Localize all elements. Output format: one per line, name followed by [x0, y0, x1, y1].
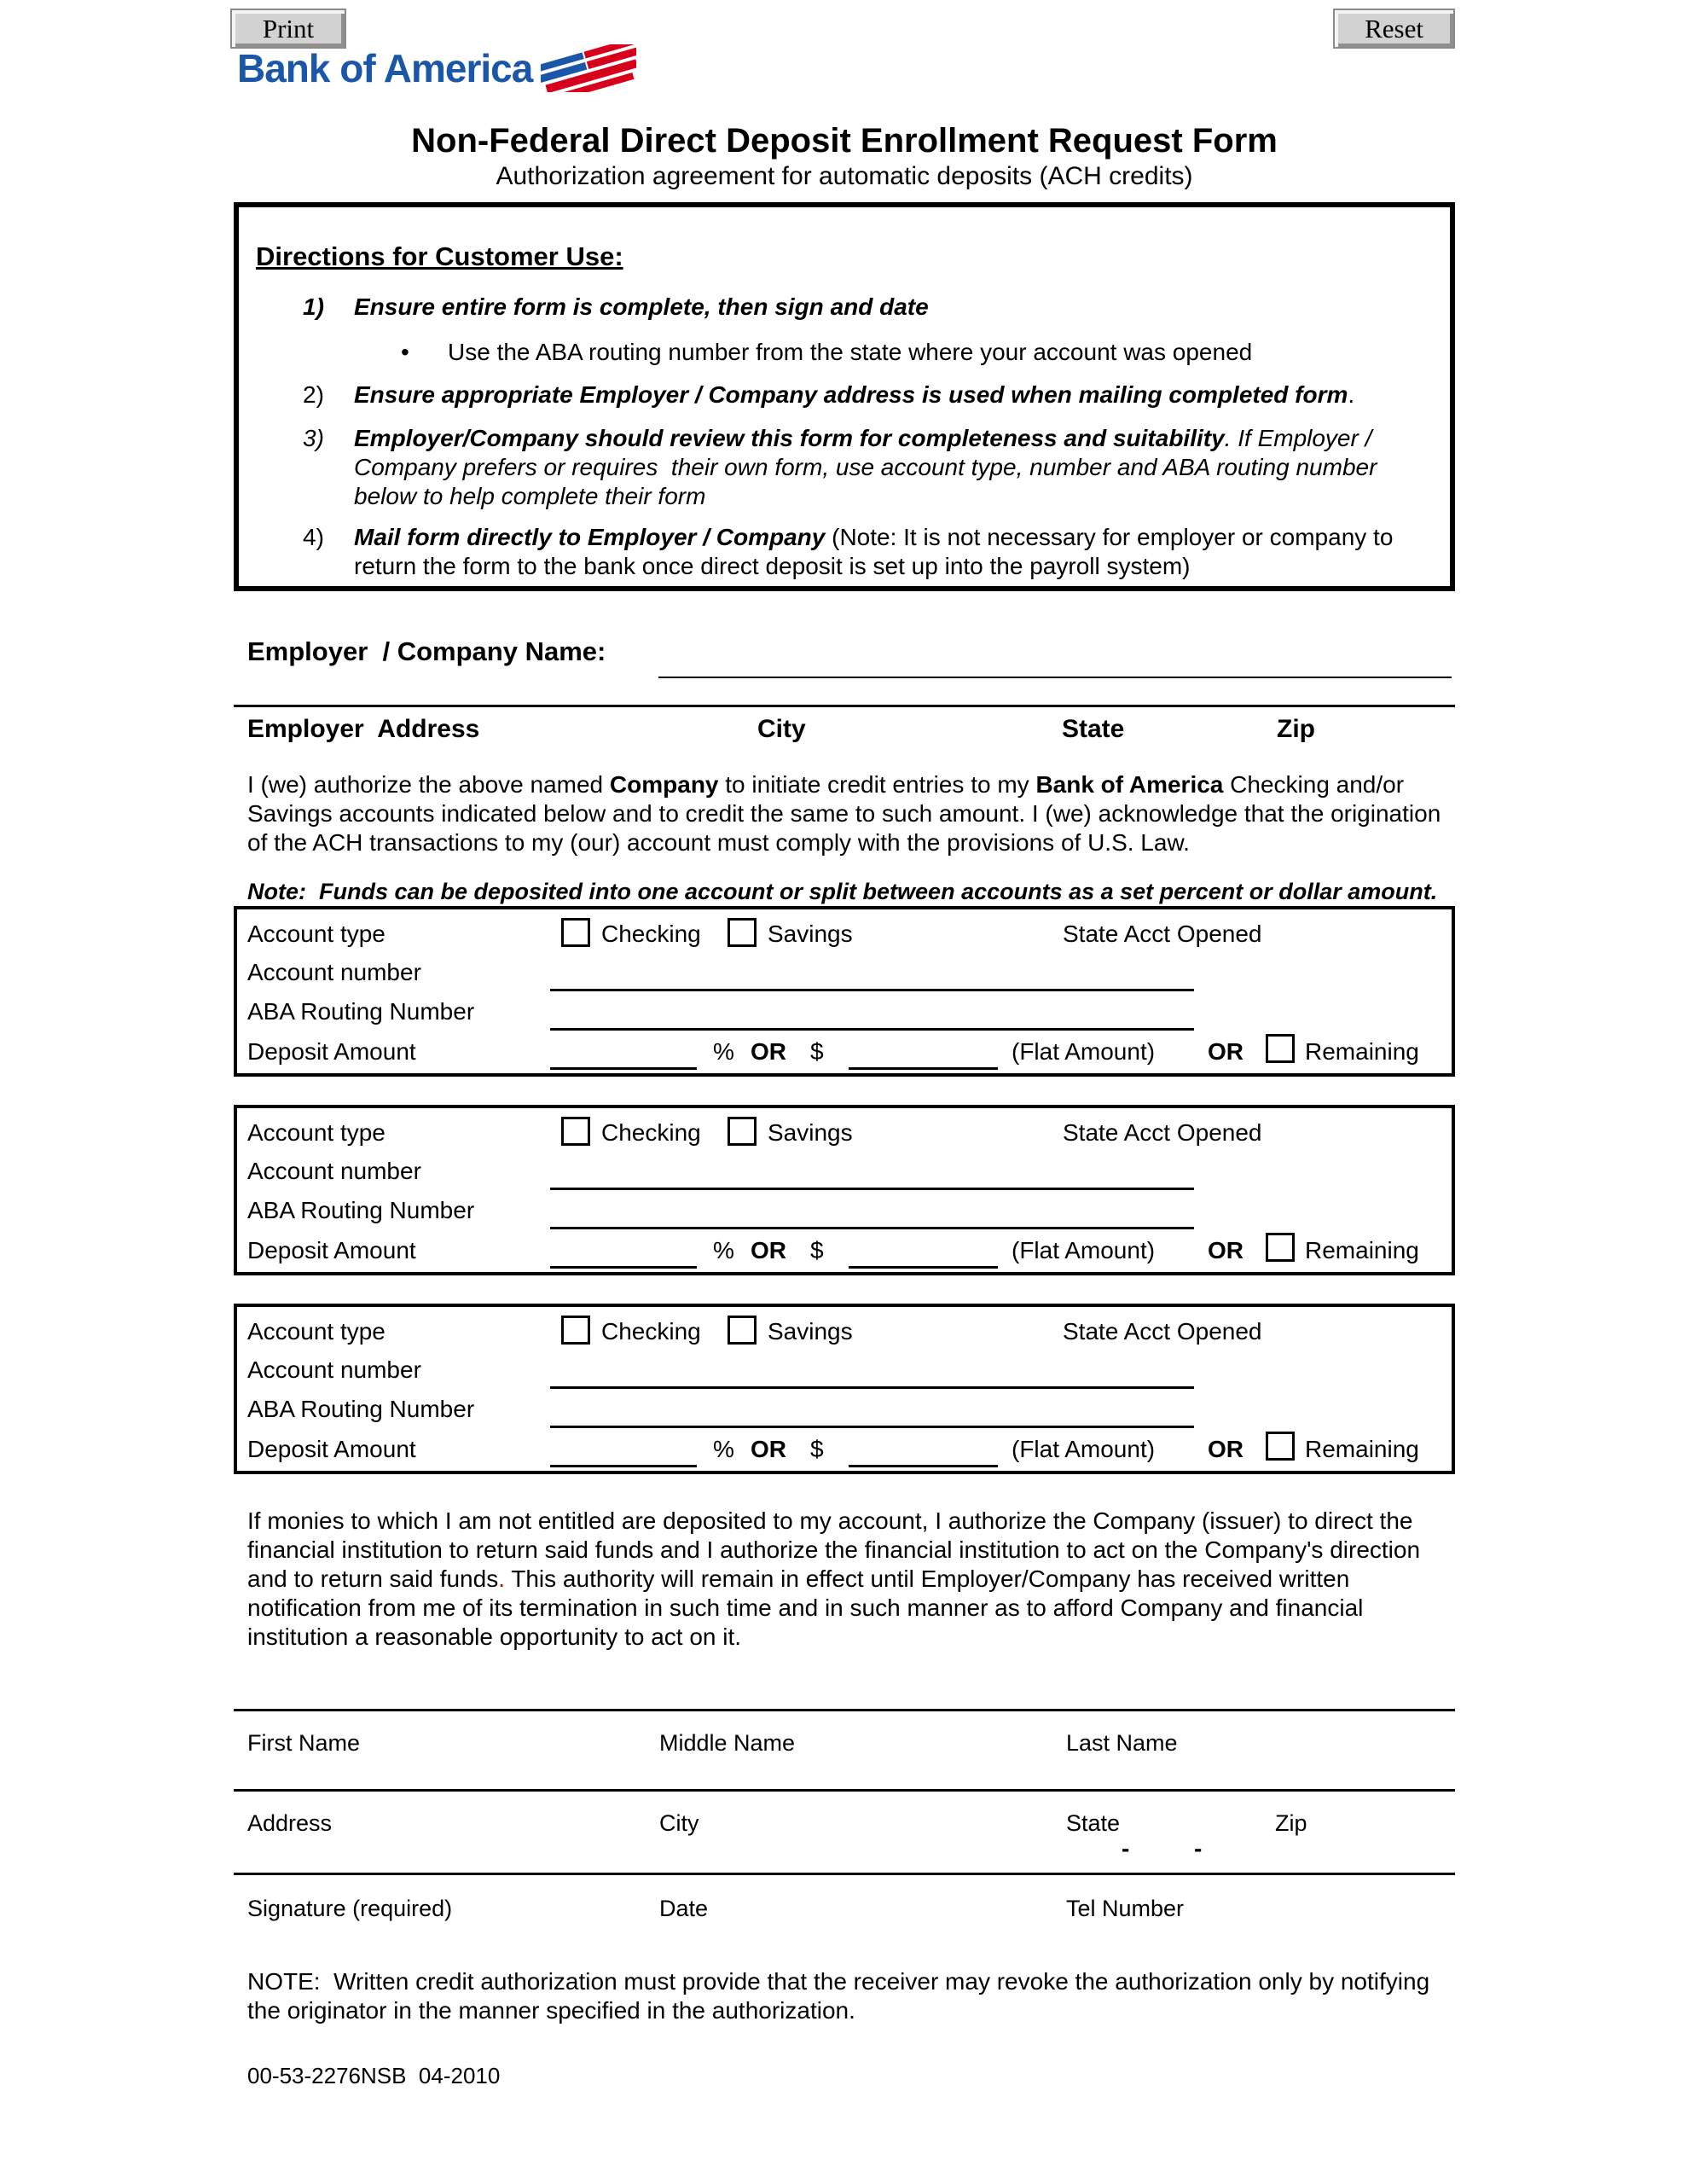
authorization-part3: Checking and/or Savings accounts indicated below and to credit the same to such amount. I (we) acknowledge that the origination of the ACH transactions to my (our) account must comply with the provisions of U.S. Law.: [247, 771, 1448, 856]
liability-paragraph: [247, 1507, 1462, 1652]
direction-1-text: Ensure entire form is complete, then sign and date: [354, 293, 929, 320]
employer-company-name-field[interactable]: [658, 677, 1452, 678]
state-label: State: [1066, 1810, 1121, 1836]
direction-1: [354, 293, 1437, 322]
reset-button[interactable]: Reset: [1333, 9, 1455, 49]
remaining-checkbox[interactable]: [1266, 1432, 1295, 1461]
account-box-2: [234, 1105, 1455, 1275]
logo-text: Bank of America: [237, 46, 533, 90]
city-label: City: [659, 1810, 699, 1836]
or-label-1: OR: [751, 1436, 786, 1462]
state-acct-opened-label: State Acct Opened: [1063, 1119, 1262, 1146]
deposit-percent-field[interactable]: [550, 1067, 697, 1070]
authorization-bank: Bank of America: [1035, 771, 1224, 798]
direction-3-rest: . If Employer / Company prefers or requires their own form, use account type, number and ABA routing number below to help complete their form: [354, 425, 1384, 509]
direction-3-bold: Employer/Company should review this form for completeness and suitability: [354, 425, 1225, 451]
direction-4-rest: (Note: It is not necessary for employer or company to return the form to the bank once direct deposit is set up into the payroll system): [354, 524, 1400, 579]
percent-sign: %: [713, 1237, 734, 1263]
authorization-company: Company: [609, 771, 719, 798]
directions-box: [234, 202, 1455, 591]
address-label: Address: [247, 1810, 333, 1836]
direction-4: [354, 523, 1446, 581]
divider-signature-row: [234, 1873, 1455, 1875]
page-title: Non-Federal Direct Deposit Enrollment Request Form: [411, 122, 1278, 160]
aba-routing-field[interactable]: [550, 1227, 1194, 1229]
checking-label: Checking: [601, 921, 701, 947]
aba-routing-label: ABA Routing Number: [247, 1396, 475, 1422]
authorization-paragraph: [247, 770, 1462, 857]
aba-routing-field[interactable]: [550, 1426, 1194, 1428]
split-note: Note: Funds can be deposited into one account or split between accounts as a set percent or dollar amount.: [247, 879, 1438, 904]
page-subtitle: Authorization agreement for automatic deposits (ACH credits): [496, 162, 1193, 190]
divider-name-row: [234, 1709, 1455, 1711]
account-number-label: Account number: [247, 1356, 421, 1383]
checking-label: Checking: [601, 1318, 701, 1345]
employer-address-label: Employer Address: [247, 715, 480, 743]
savings-label: Savings: [768, 1119, 853, 1146]
flat-amount-label: (Flat Amount): [1012, 1436, 1156, 1462]
checking-label: Checking: [601, 1119, 701, 1146]
aba-routing-label: ABA Routing Number: [247, 1197, 475, 1223]
remaining-checkbox[interactable]: [1266, 1233, 1295, 1262]
deposit-amount-label: Deposit Amount: [247, 1038, 416, 1065]
authorization-part1: I (we) authorize the above named: [247, 771, 610, 798]
tel-dash-1: -: [1122, 1835, 1130, 1862]
remaining-label: Remaining: [1305, 1038, 1419, 1065]
account-box-3: [234, 1304, 1455, 1474]
bullet-icon: •: [401, 339, 409, 365]
direction-2: [354, 380, 1437, 410]
aba-routing-label: ABA Routing Number: [247, 998, 475, 1025]
signature-label: Signature (required): [247, 1896, 453, 1921]
deposit-flat-field[interactable]: [849, 1465, 998, 1467]
tel-number-label: Tel Number: [1066, 1896, 1185, 1921]
state-acct-opened-label: State Acct Opened: [1063, 1318, 1262, 1345]
deposit-amount-label: Deposit Amount: [247, 1237, 416, 1263]
savings-checkbox[interactable]: [728, 1316, 757, 1345]
or-label-2: OR: [1208, 1436, 1244, 1462]
percent-sign: %: [713, 1038, 734, 1065]
deposit-percent-field[interactable]: [550, 1465, 697, 1467]
account-type-label: Account type: [247, 1318, 386, 1345]
divider-address-row: [234, 1789, 1455, 1792]
directions-heading: Directions for Customer Use:: [256, 241, 623, 271]
checking-checkbox[interactable]: [561, 1316, 590, 1345]
account-number-field[interactable]: [550, 1386, 1194, 1389]
savings-checkbox[interactable]: [728, 918, 757, 947]
liability-part2: This authority will remain in effect until Employer/Company has received written notification from me of its termination in such time and in such manner as to afford Company and financial institution a reasonable opportunity to act on it.: [247, 1565, 1371, 1650]
or-label-1: OR: [751, 1237, 786, 1263]
dollar-sign: $: [810, 1237, 824, 1263]
checking-checkbox[interactable]: [561, 918, 590, 947]
account-type-label: Account type: [247, 1119, 386, 1146]
remaining-label: Remaining: [1305, 1237, 1419, 1263]
deposit-amount-label: Deposit Amount: [247, 1436, 416, 1462]
or-label-2: OR: [1208, 1038, 1244, 1065]
account-number-field[interactable]: [550, 1188, 1194, 1190]
direction-4-bold: Mail form directly to Employer / Company: [354, 524, 826, 550]
direction-2-bold: Ensure appropriate Employer / Company address is used when mailing completed form: [354, 381, 1348, 408]
savings-label: Savings: [768, 1318, 853, 1345]
account-box-1: [234, 906, 1455, 1077]
deposit-flat-field[interactable]: [849, 1067, 998, 1070]
savings-label: Savings: [768, 921, 853, 947]
employer-state-label: State: [1062, 715, 1125, 743]
account-number-label: Account number: [247, 959, 421, 985]
or-label-2: OR: [1208, 1237, 1244, 1263]
direction-3-number: 3): [303, 425, 324, 451]
or-label-1: OR: [751, 1038, 786, 1065]
deposit-flat-field[interactable]: [849, 1266, 998, 1269]
footer-note: NOTE: Written credit authorization must provide that the receiver may revoke the authorization only by notifying the originator in the manner specified in the authorization.: [247, 1968, 1436, 2024]
savings-checkbox[interactable]: [728, 1117, 757, 1146]
print-button[interactable]: Print: [230, 9, 346, 49]
employer-company-name-label: Employer / Company Name:: [247, 636, 606, 666]
checking-checkbox[interactable]: [561, 1117, 590, 1146]
remaining-label: Remaining: [1305, 1436, 1419, 1462]
percent-sign: %: [713, 1436, 734, 1462]
flat-amount-label: (Flat Amount): [1012, 1237, 1156, 1263]
account-number-label: Account number: [247, 1158, 421, 1184]
aba-routing-field[interactable]: [550, 1028, 1194, 1031]
account-type-label: Account type: [247, 921, 386, 947]
dollar-sign: $: [810, 1436, 824, 1462]
liability-red-period: .: [498, 1565, 505, 1592]
last-name-label: Last Name: [1066, 1730, 1178, 1756]
tel-dash-2: -: [1194, 1835, 1203, 1862]
bofa-flag-icon: [541, 44, 636, 92]
first-name-label: First Name: [247, 1730, 361, 1756]
state-acct-opened-label: State Acct Opened: [1063, 921, 1262, 947]
liability-part1: If monies to which I am not entitled are deposited to my account, I authorize the Company (issuer) to direct the financial institution to return said funds and I authorize the financial institution to act on the Company's direction and to return said funds: [247, 1507, 1427, 1592]
middle-name-label: Middle Name: [659, 1730, 796, 1756]
flat-amount-label: (Flat Amount): [1012, 1038, 1156, 1065]
dollar-sign: $: [810, 1038, 824, 1065]
direction-2-rest: .: [1348, 381, 1355, 408]
direction-2-number: 2): [303, 381, 324, 408]
employer-zip-label: Zip: [1277, 715, 1315, 743]
direction-bullet-text: Use the ABA routing number from the state where your account was opened: [448, 339, 1253, 365]
direction-1-number: 1): [303, 293, 324, 320]
divider-employer-address: [234, 705, 1455, 707]
authorization-part2: to initiate credit entries to my: [718, 771, 1036, 798]
date-label: Date: [659, 1896, 709, 1921]
form-number: 00-53-2276NSB 04-2010: [247, 2063, 501, 2088]
bank-of-america-logo: [237, 44, 636, 92]
remaining-checkbox[interactable]: [1266, 1034, 1295, 1063]
zip-label: Zip: [1275, 1810, 1307, 1836]
account-number-field[interactable]: [550, 989, 1194, 991]
deposit-percent-field[interactable]: [550, 1266, 697, 1269]
direction-3: [354, 424, 1433, 511]
employer-city-label: City: [757, 715, 806, 743]
direction-4-number: 4): [303, 524, 324, 550]
